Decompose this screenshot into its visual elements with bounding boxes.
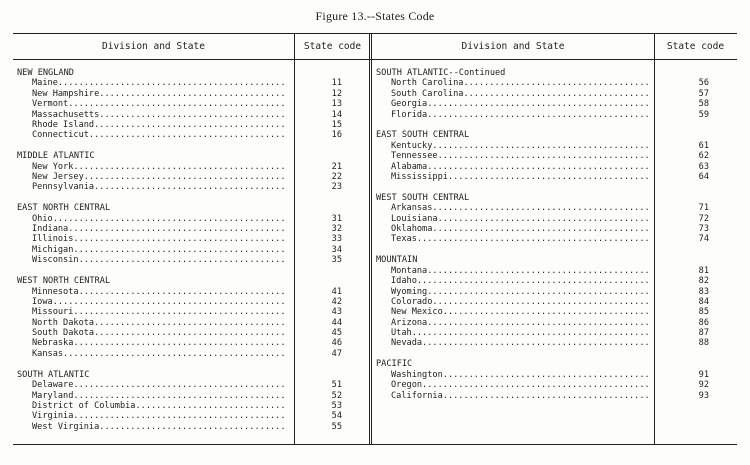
state-name: Maryland ..... bbox=[32, 391, 287, 401]
state-row bbox=[376, 380, 737, 390]
state-code: 55 bbox=[331, 421, 342, 432]
division-title: PACIFIC bbox=[376, 359, 413, 370]
division-title: SOUTH ATLANTIC bbox=[17, 369, 90, 380]
state-code: 31 bbox=[331, 213, 342, 224]
state-name: Virginia ..... bbox=[32, 411, 287, 421]
state-row bbox=[376, 370, 737, 380]
state-code: 34 bbox=[331, 244, 342, 255]
state-name: District of Columbia ..... bbox=[32, 401, 287, 411]
state-name: Georgia ..... bbox=[391, 99, 649, 109]
state-name: Nevada ..... bbox=[391, 338, 649, 348]
state-row bbox=[17, 391, 367, 401]
state-name: Maine ..... bbox=[32, 78, 287, 88]
state-name: West Virginia ..... bbox=[32, 422, 287, 432]
state-code: 52 bbox=[331, 390, 342, 401]
state-row bbox=[376, 141, 737, 151]
state-row bbox=[17, 411, 367, 421]
state-code: 81 bbox=[698, 265, 709, 276]
state-name: New Hampshire ..... bbox=[32, 89, 287, 99]
division-title: NEW ENGLAND bbox=[17, 68, 74, 78]
state-name: Idaho ..... bbox=[391, 276, 649, 286]
state-code: 12 bbox=[331, 88, 342, 99]
state-name: Arkansas ..... bbox=[391, 203, 649, 213]
state-code: 87 bbox=[698, 328, 709, 339]
state-row bbox=[17, 89, 367, 99]
state-row bbox=[376, 266, 737, 276]
state-code: 53 bbox=[331, 400, 342, 411]
division-group bbox=[17, 370, 367, 432]
figure-title: Figure 13.--States Code bbox=[315, 9, 435, 23]
state-code: 91 bbox=[698, 369, 709, 380]
state-row bbox=[376, 172, 737, 182]
division-title: MIDDLE ATLANTIC bbox=[17, 151, 95, 162]
left-column bbox=[17, 68, 367, 443]
header-divider bbox=[13, 59, 737, 60]
state-name: Kansas ..... bbox=[32, 349, 287, 359]
state-row bbox=[376, 307, 737, 317]
state-row bbox=[17, 338, 367, 348]
state-code: 15 bbox=[331, 119, 342, 130]
state-name: Montana ..... bbox=[391, 266, 649, 276]
state-row bbox=[376, 328, 737, 338]
state-name: California ..... bbox=[391, 391, 649, 401]
state-name: Texas ..... bbox=[391, 234, 649, 244]
state-code: 72 bbox=[698, 213, 709, 224]
state-code: 45 bbox=[331, 328, 342, 339]
state-row bbox=[376, 391, 737, 401]
state-row bbox=[17, 255, 367, 265]
header-state-code-right: State code bbox=[666, 41, 725, 52]
state-row bbox=[17, 328, 367, 338]
state-row bbox=[376, 297, 737, 307]
division-title: EAST NORTH CENTRAL bbox=[17, 203, 111, 214]
state-code: 11 bbox=[331, 78, 342, 89]
state-name: Utah ..... bbox=[391, 328, 649, 338]
state-code: 44 bbox=[331, 317, 342, 328]
division-title: WEST NORTH CENTRAL bbox=[17, 276, 111, 287]
division-group bbox=[17, 203, 367, 265]
state-row bbox=[17, 172, 367, 182]
state-row bbox=[376, 287, 737, 297]
header-state-code-left: State code bbox=[303, 41, 362, 52]
state-code: 85 bbox=[698, 307, 709, 318]
state-name: Michigan ..... bbox=[32, 245, 287, 255]
state-row bbox=[376, 99, 737, 109]
state-code: 83 bbox=[698, 286, 709, 297]
state-name: Kentucky ..... bbox=[391, 141, 649, 151]
states-code-table bbox=[13, 33, 737, 445]
state-code: 64 bbox=[698, 172, 709, 183]
state-row bbox=[17, 130, 367, 140]
state-name: Oklahoma ..... bbox=[391, 224, 649, 234]
state-name: Wisconsin ..... bbox=[32, 255, 287, 265]
state-code: 43 bbox=[331, 307, 342, 318]
state-row bbox=[17, 307, 367, 317]
state-name: Alabama ..... bbox=[391, 162, 649, 172]
state-row bbox=[17, 162, 367, 172]
state-row bbox=[376, 78, 737, 88]
state-name: Colorado ..... bbox=[391, 297, 649, 307]
state-code: 21 bbox=[331, 161, 342, 172]
state-name: Indiana ..... bbox=[32, 224, 287, 234]
state-code: 93 bbox=[698, 390, 709, 401]
state-name: Arizona ..... bbox=[391, 318, 649, 328]
center-divider bbox=[369, 34, 372, 444]
state-name: Washington ..... bbox=[391, 370, 649, 380]
state-row bbox=[376, 203, 737, 213]
state-row bbox=[376, 234, 737, 244]
state-name: South Dakota ..... bbox=[32, 328, 287, 338]
state-code: 57 bbox=[698, 88, 709, 99]
state-name: Missouri ..... bbox=[32, 307, 287, 317]
division-title: SOUTH ATLANTIC--Continued bbox=[376, 68, 506, 78]
division-title: MOUNTAIN bbox=[376, 255, 418, 266]
state-row bbox=[17, 349, 367, 359]
state-name: Mississippi ..... bbox=[391, 172, 649, 182]
state-row bbox=[376, 224, 737, 234]
division-group bbox=[376, 130, 737, 182]
division-group bbox=[17, 68, 367, 141]
state-row bbox=[376, 338, 737, 348]
state-name: Vermont ..... bbox=[32, 99, 287, 109]
state-name: North Dakota ..... bbox=[32, 318, 287, 328]
division-group bbox=[376, 193, 737, 245]
state-name: Pennsylvania ..... bbox=[32, 182, 287, 192]
state-name: Nebraska ..... bbox=[32, 338, 287, 348]
state-name: New Mexico ..... bbox=[391, 307, 649, 317]
state-code: 86 bbox=[698, 317, 709, 328]
state-name: New York ..... bbox=[32, 162, 287, 172]
state-name: Iowa ..... bbox=[32, 297, 287, 307]
state-row bbox=[17, 182, 367, 192]
state-code: 71 bbox=[698, 203, 709, 214]
division-title: EAST SOUTH CENTRAL bbox=[376, 130, 470, 141]
state-code: 22 bbox=[331, 172, 342, 183]
division-title: WEST SOUTH CENTRAL bbox=[376, 192, 470, 203]
state-row bbox=[17, 380, 367, 390]
state-code: 51 bbox=[331, 380, 342, 391]
state-code: 23 bbox=[331, 182, 342, 193]
state-code: 84 bbox=[698, 296, 709, 307]
state-name: Rhode Island ..... bbox=[32, 120, 287, 130]
state-row bbox=[376, 276, 737, 286]
state-code: 92 bbox=[698, 380, 709, 391]
state-row bbox=[376, 162, 737, 172]
state-row bbox=[17, 318, 367, 328]
state-row bbox=[17, 214, 367, 224]
state-row bbox=[17, 234, 367, 244]
state-code: 33 bbox=[331, 234, 342, 245]
state-code: 47 bbox=[331, 348, 342, 359]
state-code: 59 bbox=[698, 109, 709, 120]
state-name: North Carolina ..... bbox=[391, 78, 649, 88]
state-name: Minnesota ..... bbox=[32, 287, 287, 297]
state-code: 56 bbox=[698, 78, 709, 89]
state-name: Delaware ..... bbox=[32, 380, 287, 390]
state-name: Louisiana ..... bbox=[391, 214, 649, 224]
state-code: 46 bbox=[331, 338, 342, 349]
state-code: 82 bbox=[698, 276, 709, 287]
state-row bbox=[17, 245, 367, 255]
state-name: South Carolina ..... bbox=[391, 89, 649, 99]
division-group bbox=[376, 255, 737, 349]
state-row bbox=[17, 401, 367, 411]
state-row bbox=[376, 214, 737, 224]
state-name: New Jersey ..... bbox=[32, 172, 287, 182]
state-row bbox=[17, 110, 367, 120]
state-row bbox=[17, 120, 367, 130]
state-code: 32 bbox=[331, 224, 342, 235]
state-row bbox=[376, 110, 737, 120]
state-code: 61 bbox=[698, 140, 709, 151]
state-row bbox=[17, 297, 367, 307]
state-code: 14 bbox=[331, 109, 342, 120]
division-group bbox=[17, 151, 367, 193]
state-code: 88 bbox=[698, 338, 709, 349]
state-row bbox=[376, 151, 737, 161]
state-name: Tennessee ..... bbox=[391, 151, 649, 161]
state-code: 16 bbox=[331, 130, 342, 141]
state-code: 73 bbox=[698, 224, 709, 235]
state-row bbox=[17, 78, 367, 88]
state-name: Illinois ..... bbox=[32, 234, 287, 244]
state-name: Oregon ..... bbox=[391, 380, 649, 390]
state-row bbox=[376, 318, 737, 328]
state-row bbox=[17, 99, 367, 109]
state-name: Florida ..... bbox=[391, 110, 649, 120]
right-column bbox=[376, 68, 737, 411]
state-code: 35 bbox=[331, 255, 342, 266]
state-code: 63 bbox=[698, 161, 709, 172]
state-name: Ohio ..... bbox=[32, 214, 287, 224]
state-code: 42 bbox=[331, 296, 342, 307]
state-code: 41 bbox=[331, 286, 342, 297]
header-division-state-left: Division and State bbox=[102, 41, 205, 52]
division-group bbox=[376, 68, 737, 120]
division-group bbox=[376, 359, 737, 401]
state-row bbox=[17, 287, 367, 297]
state-row bbox=[17, 224, 367, 234]
state-code: 74 bbox=[698, 234, 709, 245]
state-code: 54 bbox=[331, 411, 342, 422]
state-code: 13 bbox=[331, 99, 342, 110]
state-name: Wyoming ..... bbox=[391, 287, 649, 297]
state-row bbox=[376, 89, 737, 99]
state-name: Connecticut ..... bbox=[32, 130, 287, 140]
state-row bbox=[17, 422, 367, 432]
state-code: 58 bbox=[698, 99, 709, 110]
state-name: Massachusetts ..... bbox=[32, 110, 287, 120]
header-division-state-right: Division and State bbox=[461, 41, 565, 52]
state-code: 62 bbox=[698, 151, 709, 162]
division-group bbox=[17, 276, 367, 359]
